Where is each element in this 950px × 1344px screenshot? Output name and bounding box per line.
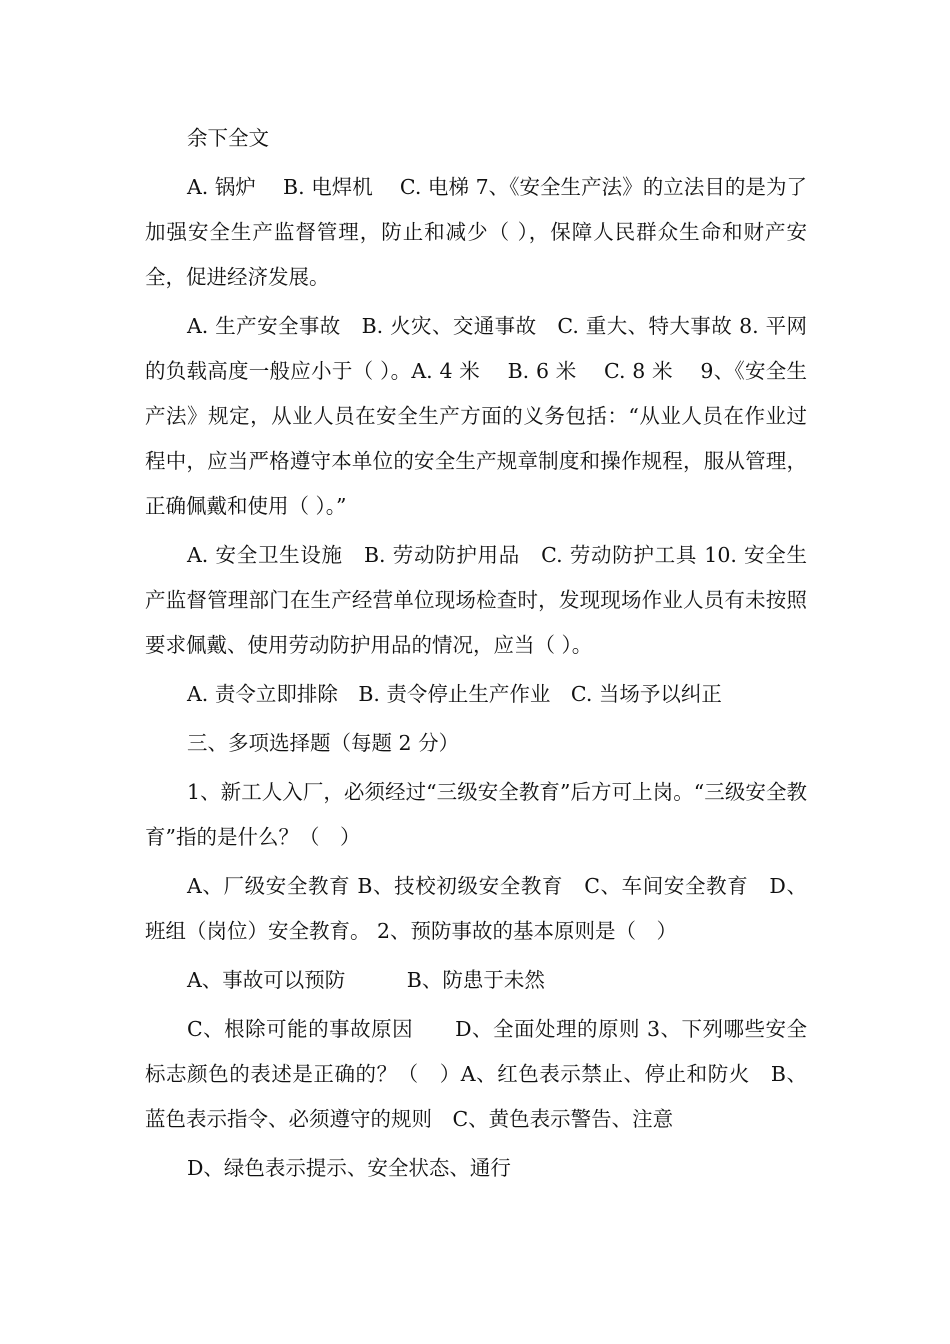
- paragraph-question-7: A. 锅炉 B. 电焊机 C. 电梯 7、《安全生产法》的立法目的是为了加强安全生产监督管理，防止和减少（ ），保障人民群众生命和财产安全，促进经济发展。: [145, 175, 807, 289]
- paragraph-question-10-options: A. 责令立即排除 B. 责令停止生产作业 C. 当场予以纠正: [187, 682, 722, 706]
- section-heading-multiple-choice: 三、多项选择题（每题 2 分）: [187, 731, 460, 755]
- paragraph-mc-question-3-option-d: D、绿色表示提示、安全状态、通行: [187, 1156, 511, 1180]
- document-body: [145, 116, 807, 1195]
- paragraph-mc-question-1-options: A、厂级安全教育 B、技校初级安全教育 C、车间安全教育 D、班组（岗位）安全教育。 2、预防事故的基本原则是（ ）: [145, 874, 807, 943]
- paragraph-question-10: A. 安全卫生设施 B. 劳动防护用品 C. 劳动防护工具 10. 安全生产监督管理部门在生产经营单位现场检查时，发现现场作业人员有未按照要求佩戴、使用劳动防护用品的情况，应当（ ）。: [145, 543, 807, 657]
- paragraph-mc-question-2-options-ab: A、事故可以预防 B、防患于未然: [187, 968, 545, 992]
- paragraph-mc-question-2-3: C、根除可能的事故原因 D、全面处理的原则 3、下列哪些安全标志颜色的表述是正确的？（ ）A、红色表示禁止、停止和防火 B、蓝色表示指令、必须遵守的规则 C、黄色表示警告、注意: [145, 1017, 807, 1131]
- paragraph-mc-question-1: 1、新工人入厂，必须经过“三级安全教育”后方可上岗。“三级安全教育”指的是什么？（ ）: [145, 780, 807, 849]
- paragraph-question-8-9: A. 生产安全事故 B. 火灾、交通事故 C. 重大、特大事故 8. 平网的负载高度一般应小于（ ）。A. 4 米 B. 6 米 C. 8 米 9、《安全生产法》规定，从业人员在安全生产方面的义务包括：“从业人员在作业过程中，应当严格遵守本单位的安全生产规章制度和操作规程，服从管理，正确佩戴和使用（ ）。”: [145, 314, 807, 518]
- paragraph-continued-heading: 余下全文: [187, 126, 269, 150]
